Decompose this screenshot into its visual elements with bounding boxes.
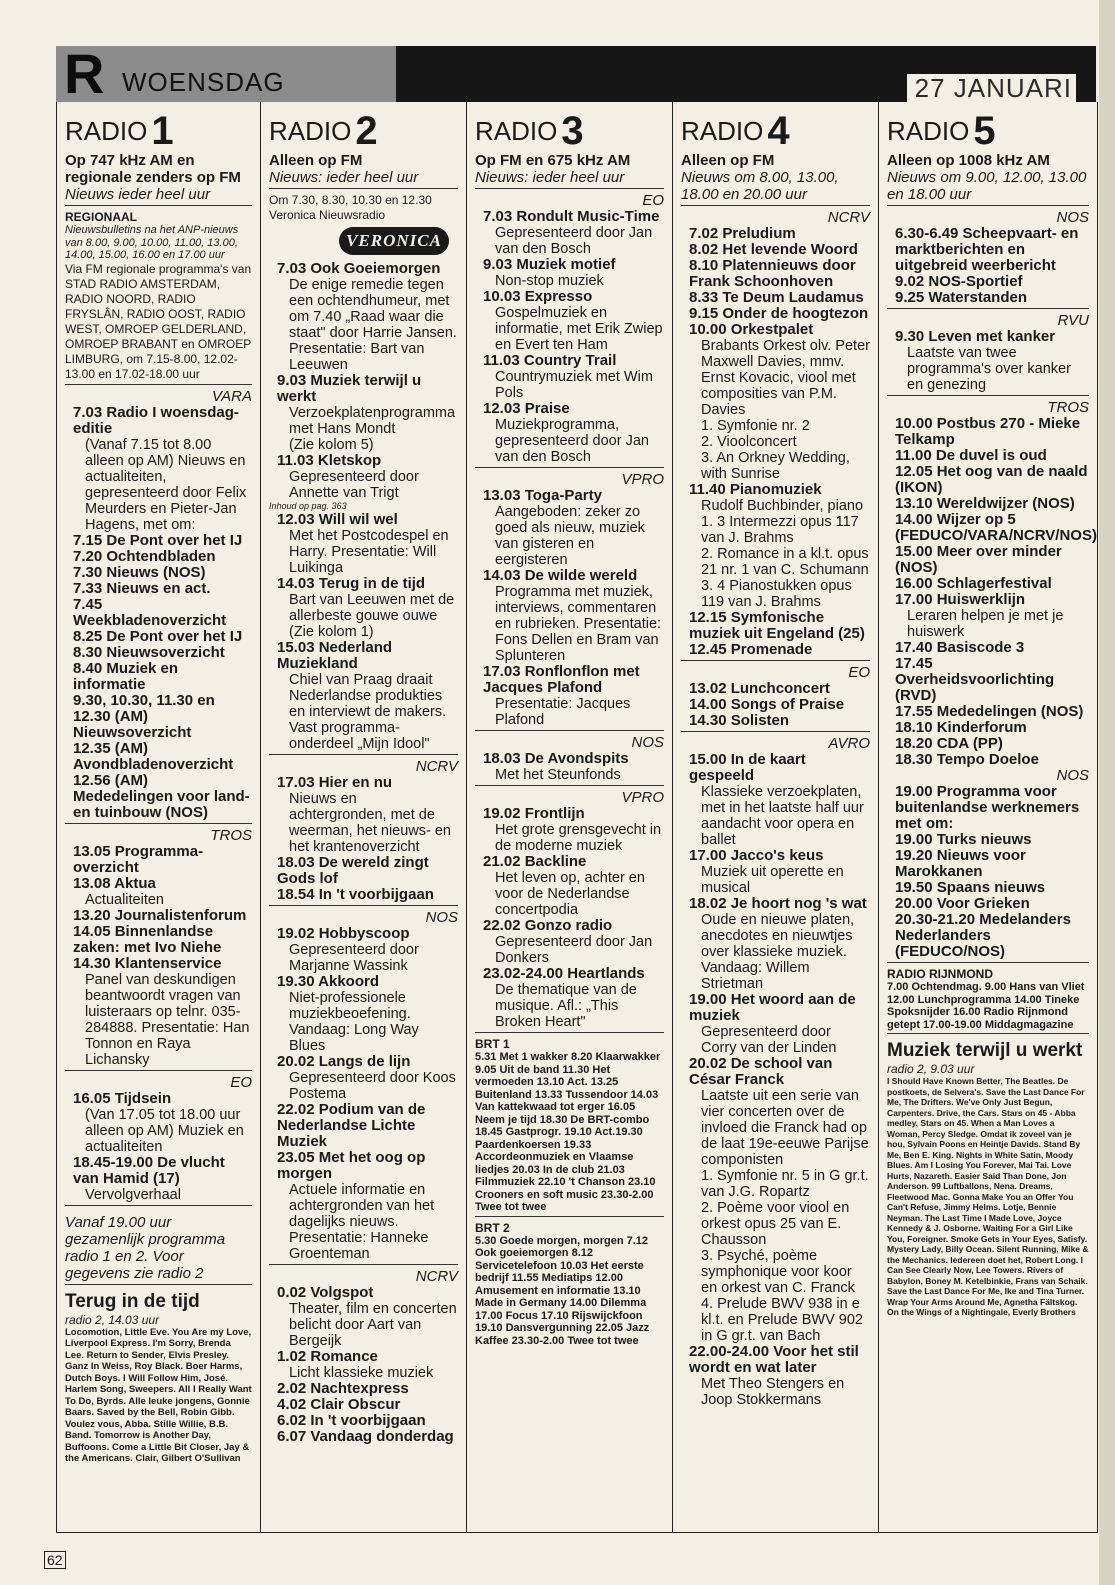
program-description: Leraren helpen je met je huiswerk (907, 608, 1064, 640)
regional-programs: Via FM regionale programma's van STAD RADIO AMSTERDAM, RADIO NOORD, RADIO FRYSLÂN, RADIO OOST, RADIO WEST, OMROEP GELDERLAND, OMROEP BRABANT en OMROEP LIMBURG, om 7.15-8.00, 12.02-13.00 en 17.02-18.00 uur (65, 261, 252, 381)
program-title: 6.02 In 't voorbijgaan (277, 1412, 426, 1429)
program-description: Klassieke verzoekplaten, met in het laatste half uur aandacht voor opera en ballet (701, 784, 864, 848)
program-description: Countrymuziek met Wim Pols (495, 369, 653, 401)
radio5-block-tros (887, 399, 1097, 768)
program-title: 13.02 Lunchconcert (689, 680, 830, 697)
program-description: Panel van deskundigen beantwoordt vragen van luisteraars op telnr. 035-284888. Presentatie: Han Tonnon en Raya Lichansky (85, 971, 250, 1068)
program-description: Gepresenteerd door Corry van der Linden (701, 1024, 837, 1056)
brt1-title: BRT 1 (475, 1037, 510, 1051)
radio5-title: RADIO 5 (887, 109, 996, 153)
feature-body-muziek: I Should Have Known Better, The Beatles. De postkoets, de Selvera's. Save the Last Dance For Me, The Drifters. We've Only Just Begun, Carpenters. Drive, the Cars. Stars on 45 - Abba medley, Stars on 45. When a Man Loves a Woman, Percy Sledge. Omdat ik zoveel van je hou, Sylvain Poons en Heintje Davids. Stand By Me, Ben E. King. Nights in White Satin, Moody Blues. Am I Losing You Forever, Mai Tai. Love Hurts, Nazareth. Easier Said Than Done, Jon Anderson. 99 Luftballons, Nena. Dreams, Fleetwood Mac. Gonna Make You an Offer You Can't Refuse, Jimmy Helms. Lotje, Bennie Neyman. The Last Time I Made Love, Joyce Kennedy & J. Osborne. Waiting For a Girl Like You, Foreigner. Smoke Gets in Your Eyes, Satisfy. Mystery Lady, Billy Ocean. Silent Running, Mike & the Mechanics. Iedereen doet het, Robert Long. I Can See Clearly Now, Lee Towers. Rivers of Babylon, Boney M. Ketelbinkie, Frans van Schaik. Save the Last Dance For Me, Ike and Tina Turner. Wrap Your Arms Around Me, Agnetha Fältskog. On the Wings of a Nightingale, Everly Brothers (887, 1076, 1089, 1317)
program-title: 20.02 Langs de lijn (277, 1053, 411, 1070)
program-title: 12.03 Praise (483, 400, 570, 417)
program-description: 1. 3 Intermezzi opus 117 van J. Brahms (701, 514, 859, 546)
program-title: 19.02 Frontlijn (483, 805, 585, 822)
broadcaster-label: EO (642, 192, 664, 209)
program-title: 19.50 Spaans nieuws (895, 879, 1046, 896)
program-title: 15.00 In de kaart gespeeld (689, 751, 806, 784)
program-title: 14.30 Klantenservice (73, 954, 222, 972)
program-description: Gepresenteerd door Marjanne Wassink (289, 942, 419, 974)
radio2-block-ncrv (269, 759, 458, 906)
program-description: Gepresenteerd door Jan van den Bosch (495, 225, 653, 257)
program-description: 2. Poème voor viool en orkest opus 25 van E. Chausson (701, 1200, 850, 1248)
program-title: 20.02 De school van César Franck (689, 1055, 833, 1088)
program-description: Gepresenteerd door Annette van Trigt (289, 469, 419, 501)
program-title: 23.02-24.00 Heartlands (483, 965, 645, 982)
program-title: 15.03 Nederland Muziekland (277, 639, 393, 672)
veronica-logo: VERONICA (339, 227, 449, 255)
program-description: 3. Psyché, poème symphonique voor koor en orkest van C. Franck (701, 1248, 855, 1296)
program-title: 12.56 (AM) Mededelingen voor land- en tuinbouw (NOS) (73, 771, 250, 821)
program-title: 7.03 Radio I woensdag-editie (73, 403, 239, 437)
program-title: 7.33 Nieuws en act. (73, 579, 211, 597)
program-description: Oude en nieuwe platen, anecdotes en nieuwtjes over klassieke muziek. Vandaag: Willem Strietman (701, 912, 855, 992)
program-title: 7.45 Weekbladenoverzicht (73, 595, 227, 629)
feature-title-terug: Terug in de tijd (65, 1290, 200, 1312)
radio1-block-tros (65, 828, 252, 1071)
program-title: 16.00 Schlagerfestival (895, 575, 1052, 592)
program-title: 23.05 Met het oog op morgen (277, 1149, 426, 1182)
program-title: 8.02 Het levende Woord (689, 241, 858, 258)
program-title: 15.00 Meer over minder (NOS) (895, 543, 1062, 576)
program-title: 8.10 Platennieuws door Frank Schoonhoven (689, 257, 856, 290)
radio4-block-ncrv (681, 210, 870, 661)
rijnmond-listing: 7.00 Ochtendmag. 9.00 Hans van Vliet 12.00 Lunchprogramma 14.00 Tineke Spoksnijder 16.00 Radio Rijnmond getept 17.00-19.00 Middagmagazine (887, 981, 1089, 1034)
program-title: 12.15 Symfonische muziek uit Engeland (25) (689, 609, 865, 642)
broadcaster-label: NOS (1056, 767, 1089, 784)
radio5-block-nos-evening (887, 768, 1089, 963)
page-header (56, 42, 1096, 105)
brt2-title: BRT 2 (475, 1220, 510, 1235)
program-description: Gospelmuziek en informatie, met Erik Zwiep en Evert ten Ham (495, 305, 663, 353)
program-title: 9.30, 10.30, 11.30 en 12.30 (AM) Nieuwsoverzicht (73, 691, 215, 741)
broadcaster-label: NOS (631, 734, 664, 751)
program-description: De thematique van de musique. Afl.: „This Broken Heart" (495, 982, 637, 1030)
program-description: Chiel van Praag draait Nederlandse produkties en interviewt de makers. Vast programma-onderdeel „Mijn Idool" (289, 672, 447, 752)
program-title: 18.20 CDA (PP) (895, 735, 1003, 752)
radio2-block-night (269, 1269, 458, 1445)
program-title: 16.05 Tijdsein (73, 1089, 172, 1107)
brt2-listing: 5.30 Goede morgen, morgen 7.12 Ook goeiemorgen 8.12 Servicetelefoon 10.03 Het eerste bedrijf 11.55 Mediatips 12.00 Amusement en informatie 13.10 Made in Germany 14.00 Dilemma 17.00 Focus 17.10 Rijswijckfoon 19.10 Dansvergunning 22.05 Jazz Kaffee 23.30-2.00 Twee tot twee (475, 1234, 650, 1347)
radio2-block-nos (269, 910, 458, 1265)
broadcaster-label: TROS (1047, 399, 1089, 416)
program-title: 18.30 Tempo Doeloe (895, 751, 1039, 768)
program-description: Actualiteiten (85, 891, 164, 908)
program-description: 3. An Orkney Wedding, with Sunrise (701, 450, 850, 482)
program-description: (Zie kolom 5) (289, 437, 374, 453)
radio3-block-vpro (475, 472, 664, 731)
radio1-block-eo (65, 1075, 252, 1206)
program-title: 7.30 Nieuws (NOS) (73, 563, 206, 581)
program-description: Gepresenteerd door Koos Postema (289, 1070, 456, 1102)
radio1-block-vara (65, 389, 252, 824)
radio1-title: RADIO 1 (65, 109, 174, 153)
program-title: 14.03 De wilde wereld (483, 567, 638, 584)
program-title: 8.30 Nieuwsoverzicht (73, 643, 225, 661)
column-radio1 (57, 102, 261, 1532)
radio4-block-eo (681, 665, 870, 732)
radio4-title: RADIO 4 (681, 109, 790, 153)
feature-body-terug: Locomotion, Little Eve. You Are my Love, Liverpool Express. I'm Sorry, Brenda Lee. Return to Sender, Elvis Presley. Ganz In Weiss, Roy Black. Boer Harms, Dutch Boys. I Will Follow Him, José. Harlem Song, Sweepers. All I Really Want To Do, Byrds. Alle leuke jongens, Gonnie Baars. Saved by the Bell, Robin Gibb. Voulez vous, Abba. Stille Willie, B.B. Band. Tomorrow is Another Day, Buffoons. Come a Little Bit Closer, Jay & the Americans. Clair, Gilbert O'Sullivan (65, 1326, 252, 1464)
program-title: 4.02 Clair Obscur (277, 1396, 401, 1413)
feature-sub-muziek: radio 2, 9.03 uur (887, 1062, 975, 1076)
program-description: Met Theo Stengers en Joop Stokkermans (701, 1376, 845, 1408)
radio5-frequency: Alleen op 1008 kHz AM (887, 152, 1050, 169)
radio1-evening-note: Vanaf 19.00 uur gezamenlijk programma radio 1 en 2. Voor gegevens zie radio 2 (65, 1210, 252, 1285)
broadcaster-label: NCRV (415, 758, 458, 775)
program-title: 11.40 Pianomuziek (689, 481, 822, 498)
broadcaster-label: AVRO (828, 735, 870, 752)
program-title: 10.00 Orkestpalet (689, 321, 814, 338)
program-description: Rudolf Buchbinder, piano (701, 498, 864, 514)
program-description: 2. Romance in a kl.t. opus 21 nr. 1 van C. Schumann (701, 546, 869, 578)
column-radio5 (879, 102, 1097, 1532)
broadcaster-label: VARA (211, 387, 252, 405)
broadcaster-label: VPRO (621, 471, 664, 488)
program-title: 17.55 Mededelingen (NOS) (895, 703, 1084, 720)
program-title: 9.03 Muziek motief (483, 256, 616, 273)
radio3-block-eo (475, 193, 664, 468)
program-description: Programma met muziek, interviews, commentaren en rubrieken. Presentatie: Fons Dellen en Bram van Splunteren (495, 584, 662, 664)
program-description: (Van 17.05 tot 18.00 uur alleen op AM) Muziek en actualiteiten (85, 1106, 244, 1155)
program-description: Met het Postcodespel en Harry. Presentatie: Will Luikinga (289, 528, 449, 576)
program-title: 6.07 Vandaag donderdag (277, 1428, 454, 1445)
program-title: 17.00 Jacco's keus (689, 847, 824, 864)
program-title: 13.03 Toga-Party (483, 487, 602, 504)
broadcaster-label: NCRV (415, 1268, 458, 1285)
program-title: 18.02 Je hoort nog 's wat (689, 895, 867, 912)
program-title: 17.00 Huiswerklijn (895, 591, 1026, 608)
program-title: 14.30 Solisten (689, 712, 790, 729)
program-title: 12.03 Will wil wel (277, 511, 398, 528)
program-description: (Zie kolom 1) (289, 624, 374, 640)
program-title: 12.05 Het oog van de naald (IKON) (895, 463, 1088, 496)
program-description: 2. Vioolconcert (701, 434, 797, 450)
program-description: Presentatie: Jacques Plafond (495, 696, 631, 728)
program-description: (Vanaf 7.15 tot 8.00 alleen op AM) Nieuws en actualiteiten, gepresenteerd door Felix Meurders en Pieter-Jan Hagens, met om: (85, 436, 247, 533)
program-title: 9.03 Muziek terwijl u werkt (277, 372, 422, 405)
radio3-block-nos (475, 735, 664, 786)
program-title: 7.03 Rondult Music-Time (483, 208, 660, 225)
program-title: 19.30 Akkoord (277, 973, 379, 990)
program-title: 22.00-24.00 Voor het stil wordt en wat later (689, 1343, 859, 1376)
radio2-title: RADIO 2 (269, 109, 378, 153)
radio4-news: Nieuws om 8.00, 13.00, 18.00 en 20.00 uur (681, 169, 870, 206)
program-title: 14.05 Binnenlandse zaken: met Ivo Niehe (73, 922, 222, 956)
program-title: 17.40 Basiscode 3 (895, 639, 1025, 656)
broadcaster-label: RVU (1057, 312, 1089, 329)
program-title: 13.05 Programma-overzicht (73, 842, 204, 876)
radio2-news: Nieuws: ieder heel uur (269, 169, 458, 189)
radio2-intro: Om 7.30, 8.30, 10.30 en 12.30 Veronica Nieuwsradio (269, 193, 432, 222)
page-reference: Inhoud op pag. 363 (269, 501, 347, 511)
program-title: 20.30-21.20 Medelanders Nederlanders (FEDUCO/NOS) (895, 911, 1071, 960)
program-title: 19.00 Turks nieuws (895, 831, 1032, 848)
program-title: 18.03 De wereld zingt Gods lof (277, 854, 429, 887)
program-title: 13.10 Wereldwijzer (NOS) (895, 495, 1075, 512)
program-description: Gepresenteerd door Jan Donkers (495, 934, 653, 966)
program-description: Vervolgverhaal (85, 1186, 181, 1203)
header-letter: R (64, 42, 105, 105)
radio3-block-vpro-evening (475, 790, 664, 1033)
program-title: 10.03 Expresso (483, 288, 593, 305)
program-description: Het grote grensgevecht in de moderne muziek (495, 822, 662, 854)
header-date: 27 JANUARI (907, 74, 1076, 102)
program-title: 14.00 Songs of Praise (689, 696, 845, 713)
program-title: 9.25 Waterstanden (895, 289, 1027, 306)
program-description: Met het Steunfonds (495, 767, 621, 783)
radio2-block-veronica (269, 261, 458, 755)
program-title: 13.20 Journalistenforum (73, 906, 247, 924)
broadcaster-label: NCRV (827, 209, 870, 226)
radio5-news: Nieuws om 9.00, 12.00, 13.00 en 18.00 uur (887, 169, 1089, 206)
radio3-news: Nieuws: ieder heel uur (475, 169, 664, 189)
program-title: 17.03 Hier en nu (277, 774, 393, 791)
program-description: Non-stop muziek (495, 273, 604, 289)
broadcaster-label: EO (848, 664, 870, 681)
program-title: 1.02 Romance (277, 1348, 378, 1365)
rijnmond-title: RADIO RIJNMOND (887, 967, 994, 981)
program-description: 1. Symfonie nr. 2 (701, 418, 810, 434)
program-description: Theater, film en concerten belicht door Aart van Bergeijk (289, 1301, 457, 1349)
program-title: 19.02 Hobbyscoop (277, 925, 410, 942)
program-title: 11.03 Kletskop (277, 452, 382, 469)
page-edge (1099, 0, 1115, 1585)
radio1-frequency: Op 747 kHz AM en regionale zenders op FM (65, 152, 241, 186)
program-title: 19.20 Nieuws voor Marokkanen (895, 847, 1026, 880)
radio1-regional (65, 210, 252, 385)
program-title: 6.30-6.49 Scheepvaart- en marktberichten en uitgebreid weerbericht (895, 225, 1079, 274)
program-title: 11.00 De duvel is oud (895, 447, 1047, 464)
program-title: 18.45-19.00 De vlucht van Hamid (17) (73, 1153, 225, 1187)
program-title: 8.40 Muziek en informatie (73, 659, 179, 693)
column-radio3 (467, 102, 673, 1532)
radio3-frequency: Op FM en 675 kHz AM (475, 152, 631, 169)
broadcaster-label: TROS (210, 826, 252, 844)
program-description: Nieuws en achtergronden, met de weerman, het nieuws- en het krantenoverzicht (289, 791, 451, 855)
program-title: 14.00 Wijzer op 5 (FEDUCO/VARA/NCRV/NOS) (895, 511, 1097, 544)
program-title: 14.03 Terug in de tijd (277, 575, 426, 592)
program-title: 17.45 Overheidsvoorlichting (RVD) (895, 655, 1055, 704)
program-title: 0.02 Volgspot (277, 1284, 374, 1301)
program-title: 12.35 (AM) Avondbladenoverzicht (73, 739, 234, 773)
program-title: 9.30 Leven met kanker (895, 328, 1056, 345)
program-title: 18.03 De Avondspits (483, 750, 629, 767)
program-description: Niet-professionele muziekbeoefening. Vandaag: Long Way Blues (289, 990, 419, 1054)
column-radio2 (261, 102, 467, 1532)
program-title: 19.00 Programma voor buitenlandse werknemers met om: (895, 783, 1080, 832)
program-title: 8.25 De Pont over het IJ (73, 627, 243, 645)
program-description: Het leven op, achter en voor de Nederlandse concertpodia (495, 870, 645, 918)
tv-guide-page (56, 42, 1097, 1546)
brt1-listing: 5.31 Met 1 wakker 8.20 Klaarwakker 9.05 Uit de band 11.30 Het vermoeden 13.10 Act. 13.25 Buitenland 13.33 Tussendoor 14.03 Van kattekwaad tot erger 16.05 Neem je tijd 18.30 De BRT-combo 18.45 Gastprogr. 19.10 Act.19.30 Paardenkoersen 19.33 Accordeonmuziek en Vlaamse liedjes 20.03 In de club 21.03 Filmmuziek 22.10 't Chanson 23.10 Crooners en soft music 23.30-2.00 Twee tot twee (475, 1051, 664, 1217)
program-title: 18.54 In 't voorbijgaan (277, 886, 434, 903)
program-title: 7.02 Preludium (689, 225, 796, 242)
program-description: Muziekprogramma, gepresenteerd door Jan van den Bosch (495, 417, 649, 465)
feature-title-muziek: Muziek terwijl u werkt (887, 1040, 1083, 1061)
program-title: 7.15 De Pont over het IJ (73, 531, 243, 549)
program-title: 7.20 Ochtendbladen (73, 547, 216, 565)
program-title: 8.33 Te Deum Laudamus (689, 289, 864, 306)
program-title: 7.03 Ook Goeiemorgen (277, 260, 441, 277)
page-number: 62 (44, 1551, 66, 1569)
program-title: 22.02 Gonzo radio (483, 917, 613, 934)
program-title: 9.15 Onder de hoogtezon (689, 305, 869, 322)
program-title: 18.10 Kinderforum (895, 719, 1027, 736)
header-day: WOENSDAG (122, 67, 285, 97)
radio4-frequency: Alleen op FM (681, 152, 775, 169)
program-description: Actuele informatie en achtergronden van het dagelijks nieuws. Presentatie: Hanneke Groenteman (289, 1182, 435, 1262)
program-description: De enige remedie tegen een ochtendhumeur, met om 7.40 „Raad waar die staat" door Harrie Jansen. Presentatie: Bart van Leeuwen (289, 277, 457, 373)
program-title: 2.02 Nachtexpress (277, 1380, 409, 1397)
broadcaster-label: NOS (1056, 209, 1089, 226)
program-description: 4. Prelude BWV 938 in e kl.t. en Prelude BWV 902 in G gr.t. van Bach (701, 1296, 863, 1344)
program-description: Brabants Orkest olv. Peter Maxwell Davies, mmv. Ernst Kovacic, viool met composities van P.M. Davies (701, 338, 870, 418)
program-description: Laatste van twee programma's over kanker en genezing (907, 345, 1071, 393)
feature-sub-terug: radio 2, 14.03 uur (65, 1312, 160, 1327)
regional-bulletins: Nieuwsbulletins na het ANP-nieuws van 8.00, 9.00, 10.00, 11.00, 13.00, 14.00, 15.00, 16.00 en 17.00 uur (65, 224, 239, 261)
program-description: Muziek uit operette en musical (701, 864, 844, 896)
radio5-block-nos (887, 210, 1089, 309)
column-radio4 (673, 102, 879, 1532)
program-title: 9.02 NOS-Sportief (895, 273, 1023, 290)
program-title: 20.00 Voor Grieken (895, 895, 1030, 912)
program-title: 17.03 Ronflonflon met Jacques Plafond (483, 663, 640, 696)
program-description: Laatste uit een serie van vier concerten over de invloed die Franck had op de laat 19e-eeuwe Parijse componisten (701, 1088, 869, 1168)
program-description: Bart van Leeuwen met de allerbeste gouwe ouwe (289, 592, 455, 624)
radio5-block-rvu (887, 313, 1089, 396)
radio2-frequency: Alleen op FM (269, 152, 363, 169)
program-description: 3. 4 Pianostukken opus 119 van J. Brahms (701, 578, 852, 610)
program-title: 12.45 Promenade (689, 641, 813, 658)
program-title: 11.03 Country Trail (483, 352, 617, 369)
broadcaster-label: NOS (425, 909, 458, 926)
radio4-block-avro (681, 736, 870, 1408)
program-description: 1. Symfonie nr. 5 in G gr.t. van J.G. Ropartz (701, 1168, 869, 1200)
program-description: Aangeboden: zeker zo goed als nieuw, muziek van gisteren en eergisteren (495, 504, 645, 568)
broadcaster-label: VPRO (621, 789, 664, 806)
columns (56, 102, 1098, 1533)
program-description: Licht klassieke muziek (289, 1365, 434, 1381)
program-description: Verzoekplatenprogramma met Hans Mondt (289, 405, 456, 437)
broadcaster-label: EO (230, 1073, 252, 1091)
program-title: 13.08 Aktua (73, 874, 156, 892)
program-title: 19.00 Het woord aan de muziek (689, 991, 856, 1024)
program-title: 10.00 Postbus 270 - Mieke Telkamp (895, 415, 1081, 448)
program-title: 22.02 Podium van de Nederlandse Lichte Muziek (277, 1101, 426, 1150)
radio1-news: Nieuws ieder heel uur (65, 186, 252, 206)
radio3-title: RADIO 3 (475, 109, 584, 153)
program-title: 21.02 Backline (483, 853, 587, 870)
regional-heading: REGIONAAL (65, 210, 137, 224)
